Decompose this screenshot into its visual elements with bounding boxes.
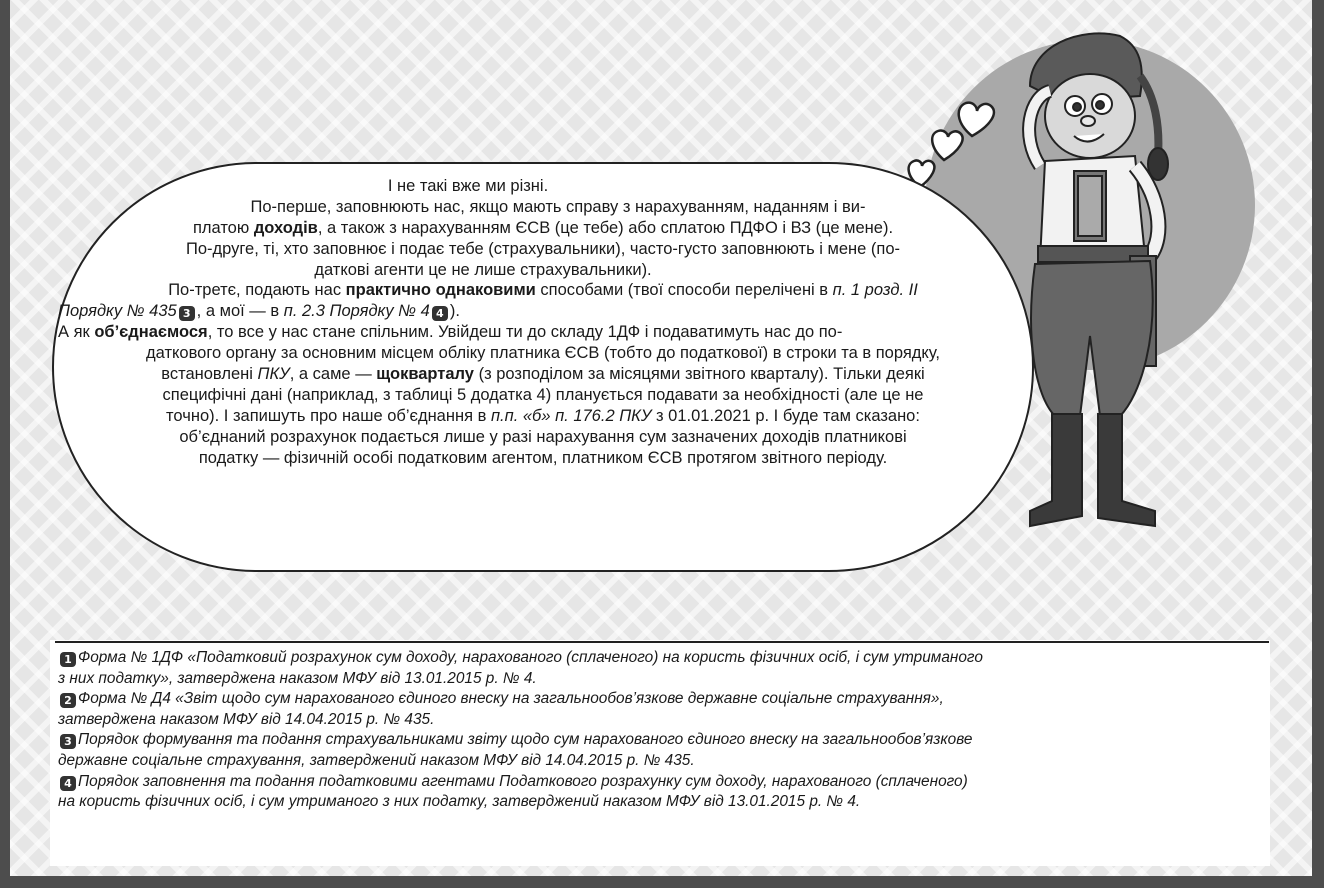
bold-term: об’єднаємося bbox=[94, 323, 208, 342]
legal-reference: п. 2.3 Порядку № 4 bbox=[283, 302, 430, 321]
footnote-line: державне соціальне страхування, затверджений наказом МФУ від 14.04.2015 р. № 435. bbox=[58, 751, 695, 769]
legal-reference: п. 1 розд. II bbox=[832, 281, 918, 300]
footnote-number: 4 bbox=[60, 776, 76, 791]
bubble-line: По-третє, подають нас практично однаковими способами (твої способи перелічені в п. 1 розд. II bbox=[168, 281, 918, 300]
speech-bubble-text bbox=[58, 176, 1028, 468]
footnote-marker[interactable]: 3 bbox=[179, 306, 195, 321]
bubble-line: податку — фізичній особі податковим агентом, платником ЄСВ протягом звітного періоду. bbox=[198, 448, 888, 467]
bubble-line: специфічні дані (наприклад, з таблиці 5 додатка 4) планується подавати за необхідності (але це не bbox=[162, 385, 924, 404]
footnotes-divider bbox=[55, 641, 1269, 643]
footnote-line: з них податку», затверджена наказом МФУ від 13.01.2015 р. № 4. bbox=[58, 669, 537, 687]
bubble-line: встановлені ПКУ, а саме — щокварталу (з розподілом за місяцями звітного кварталу). Тільки деякі bbox=[161, 365, 925, 384]
bold-term: щокварталу bbox=[376, 365, 474, 384]
footnote-marker[interactable]: 4 bbox=[432, 306, 448, 321]
footnote-number: 1 bbox=[60, 652, 76, 667]
bold-term: практично однаковими bbox=[345, 281, 536, 300]
footnote-line: 3 Порядок формування та подання страхувальниками звіту щодо сум нарахованого єдиного внеску на загальнообов’язкове bbox=[58, 730, 1268, 751]
bubble-line: По-друге, ті, хто заповнює і подає тебе (страхувальники), часто-густо заповнюють і мене (по- bbox=[186, 239, 900, 258]
bubble-line: даткові агенти це не лише страхувальники). bbox=[314, 260, 652, 279]
bubble-line: платою доходів, а також з нарахуванням ЄСВ (це тебе) або сплатою ПДФО і ВЗ (це мене). bbox=[192, 218, 894, 237]
legal-reference: ПКУ bbox=[257, 365, 290, 384]
bubble-line: А як об’єднаємося, то все у нас стане спільним. Увійдеш ти до складу 1ДФ і подаватимуть нас до по- bbox=[58, 323, 843, 342]
footnote-number: 3 bbox=[60, 734, 76, 749]
bubble-line: І не такі вже ми різні. bbox=[387, 177, 549, 195]
footnote-line: 2 Форма № Д4 «Звіт щодо сум нарахованого єдиного внеску на загальнообов’язкове державне соціальне страхування», bbox=[58, 689, 1268, 710]
bubble-line: об’єднаний розрахунок подається лише у разі нарахування сум зазначених доходів платникові bbox=[179, 427, 907, 446]
heart-icon bbox=[932, 131, 962, 160]
bubble-line: точно). І запишуть про наше об’єднання в п.п. «б» п. 176.2 ПКУ з 01.01.2021 р. І буде там сказано: bbox=[166, 406, 920, 425]
bubble-line: По-перше, заповнюють нас, якщо мають справу з нарахуванням, наданням і ви- bbox=[250, 197, 866, 216]
heart-icon bbox=[959, 103, 994, 136]
footnote-line: 1 Форма № 1ДФ «Податковий розрахунок сум доходу, нарахованого (сплаченого) на користь фізичних осіб, і сум утриманого bbox=[58, 648, 1268, 669]
footnote-number: 2 bbox=[60, 693, 76, 708]
footnote-line: затверджена наказом МФУ від 14.04.2015 р. № 435. bbox=[58, 710, 435, 728]
bubble-line: Порядку № 435 3 , а мої — в п. 2.3 Порядку № 4 4 ). bbox=[58, 302, 460, 321]
legal-reference: Порядку № 435 bbox=[58, 302, 177, 321]
footnote-line: 4 Порядок заповнення та подання податковими агентами Податкового розрахунку сум доходу, нарахованого (сплаченого) bbox=[58, 772, 1268, 793]
footnote-line: на користь фізичних осіб, і сум утриманого з них податку, затверджений наказом МФУ від 13.01.2015 р. № 4. bbox=[58, 793, 861, 811]
bold-term: доходів bbox=[253, 218, 318, 237]
bubble-line: даткового органу за основним місцем обліку платника ЄСВ (тобто до податкової) в строки та в порядку, bbox=[146, 344, 940, 363]
footnotes bbox=[58, 648, 1268, 813]
legal-reference: п.п. «б» п. 176.2 ПКУ bbox=[490, 406, 652, 425]
